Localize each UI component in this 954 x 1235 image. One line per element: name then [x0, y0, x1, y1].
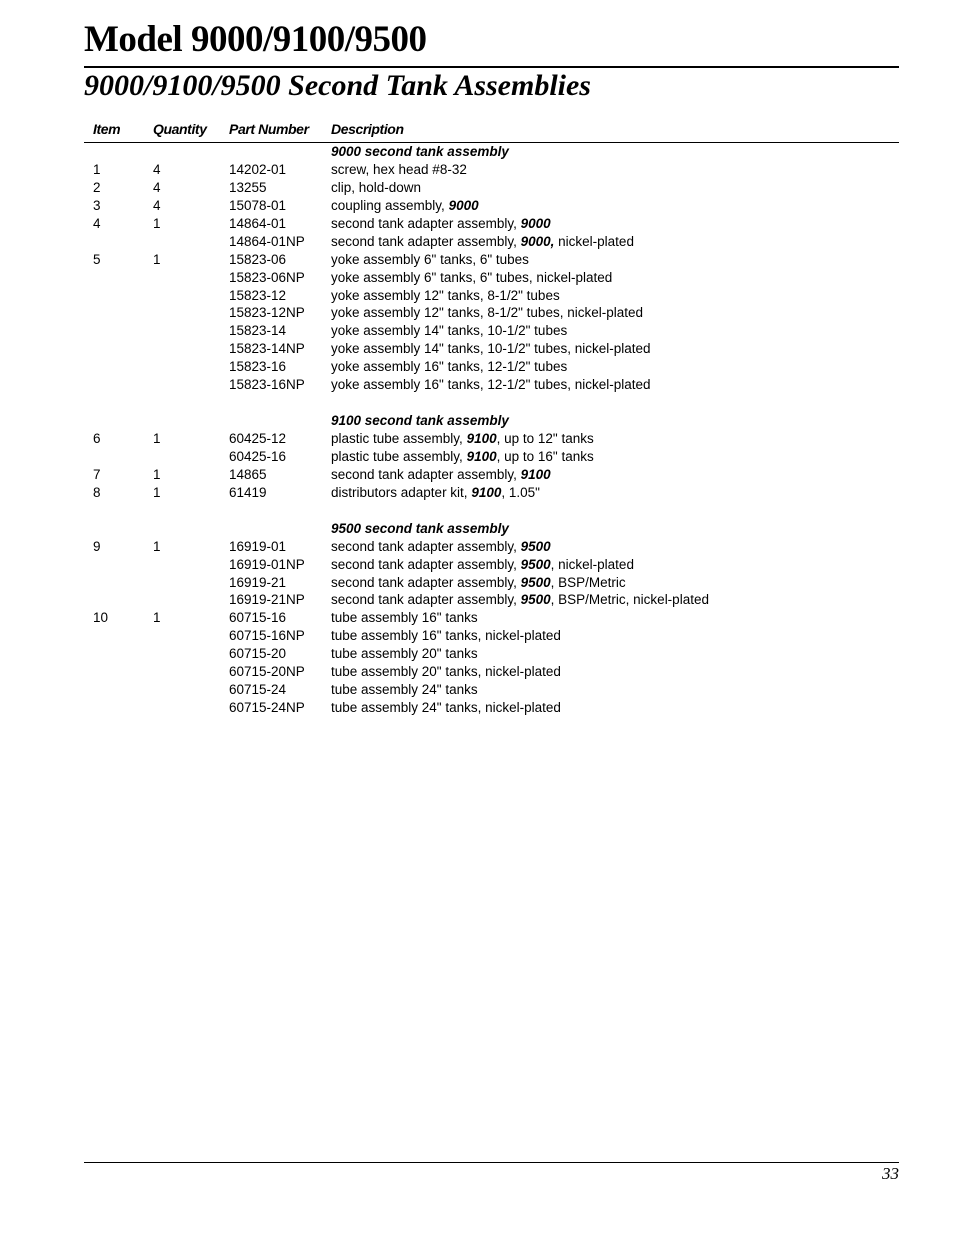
- description-suffix-text: nickel-plated: [554, 233, 634, 249]
- description-text: yoke assembly 6" tanks, 6" tubes: [331, 251, 529, 267]
- part-number-cell: 15078-01: [229, 197, 287, 213]
- model-number-text: 9500: [520, 556, 551, 572]
- description-cell: [331, 574, 626, 592]
- table-header: [84, 118, 899, 143]
- description-text: yoke assembly 14" tanks, 10-1/2" tubes, nickel-plated: [331, 341, 651, 357]
- part-number-cell: 13255: [229, 179, 267, 195]
- table-row: [84, 574, 899, 592]
- description-cell: [331, 430, 594, 448]
- footer-rule: [84, 1162, 899, 1163]
- part-number-cell: 61419: [229, 484, 267, 500]
- description-cell: [331, 645, 478, 663]
- table-row: [84, 699, 899, 717]
- page-number: 33: [882, 1164, 899, 1183]
- part-number-cell: 14864-01NP: [229, 233, 305, 249]
- section-heading: 9500 second tank assembly: [331, 520, 509, 536]
- description-text: second tank adapter assembly,: [331, 215, 521, 231]
- model-number-text: 9000: [448, 197, 479, 213]
- item-cell: 3: [93, 197, 101, 213]
- description-cell: [331, 556, 634, 574]
- description-text: yoke assembly 16" tanks, 12-1/2" tubes, nickel-plated: [331, 377, 651, 393]
- description-text: coupling assembly,: [331, 197, 449, 213]
- part-number-cell: 60715-16: [229, 610, 287, 626]
- description-text: second tank adapter assembly,: [331, 592, 521, 608]
- page-title: Model 9000/9100/9500: [84, 19, 427, 60]
- part-number-cell: 60425-12: [229, 431, 287, 446]
- description-text: yoke assembly 12" tanks, 8-1/2" tubes, nickel-plated: [331, 305, 643, 321]
- part-number-cell: 15823-12NP: [229, 305, 305, 321]
- description-suffix-text: , BSP/Metric: [550, 574, 626, 590]
- table-row: [84, 179, 899, 197]
- part-number-cell: 15823-16: [229, 359, 287, 375]
- description-text: tube assembly 16" tanks, nickel-plated: [331, 628, 561, 644]
- description-text: tube assembly 16" tanks: [331, 610, 478, 626]
- description-text: plastic tube assembly,: [331, 448, 467, 464]
- table-row: [84, 556, 899, 574]
- description-suffix-text: , 1.05": [501, 484, 540, 500]
- spacer-row: [84, 502, 899, 520]
- description-cell: [331, 251, 529, 269]
- column-header-description: Description: [331, 121, 404, 137]
- table-row: [84, 591, 899, 609]
- description-cell: [331, 591, 709, 609]
- model-number-text: 9500: [520, 574, 551, 590]
- description-text: yoke assembly 6" tanks, 6" tubes, nickel-plated: [331, 269, 613, 285]
- part-number-cell: 15823-06NP: [229, 269, 305, 285]
- table-row: [84, 484, 899, 502]
- description-suffix-text: , up to 16" tanks: [496, 448, 594, 464]
- description-suffix-text: , up to 12" tanks: [496, 431, 594, 446]
- quantity-cell: 4: [153, 197, 161, 213]
- column-header-quantity: Quantity: [153, 121, 207, 137]
- table-row: [84, 430, 899, 448]
- item-cell: 4: [93, 215, 101, 231]
- quantity-cell: 1: [153, 538, 161, 554]
- quantity-cell: 1: [153, 484, 161, 500]
- part-number-cell: 16919-21NP: [229, 592, 305, 608]
- item-cell: 1: [93, 161, 101, 177]
- table-row: [84, 609, 899, 627]
- description-cell: [331, 448, 594, 466]
- description-text: second tank adapter assembly,: [331, 556, 521, 572]
- part-number-cell: 15823-06: [229, 251, 287, 267]
- description-cell: [331, 609, 478, 627]
- description-text: screw, hex head #8-32: [331, 161, 467, 177]
- item-cell: 7: [93, 466, 101, 482]
- quantity-cell: 4: [153, 179, 161, 195]
- item-cell: 6: [93, 431, 101, 446]
- description-text: second tank adapter assembly,: [331, 233, 521, 249]
- description-cell: [331, 215, 551, 233]
- table-row: [84, 681, 899, 699]
- description-text: second tank adapter assembly,: [331, 538, 521, 554]
- description-cell: [331, 466, 551, 484]
- description-text: tube assembly 24" tanks, nickel-plated: [331, 700, 561, 716]
- model-number-text: 9000,: [520, 233, 555, 249]
- item-cell: 10: [93, 610, 109, 626]
- table-row: [84, 287, 899, 305]
- table-row: [84, 645, 899, 663]
- table-row: [84, 304, 899, 322]
- table-row: [84, 197, 899, 215]
- table-row: [84, 358, 899, 376]
- description-text: distributors adapter kit,: [331, 484, 472, 500]
- description-cell: [331, 663, 561, 681]
- item-cell: 9: [93, 538, 101, 554]
- description-suffix-text: , BSP/Metric, nickel-plated: [550, 592, 709, 608]
- description-cell: [331, 484, 540, 502]
- table-row: [84, 663, 899, 681]
- table-row: [84, 538, 899, 556]
- part-number-cell: 60425-16: [229, 448, 287, 464]
- description-cell: [331, 538, 551, 556]
- part-number-cell: 15823-14: [229, 323, 287, 339]
- table-row: [84, 627, 899, 645]
- part-number-cell: 60715-16NP: [229, 628, 305, 644]
- description-text: yoke assembly 16" tanks, 12-1/2" tubes: [331, 359, 568, 375]
- quantity-cell: 4: [153, 161, 161, 177]
- part-number-cell: 60715-24NP: [229, 700, 305, 716]
- table-row: [84, 251, 899, 269]
- table-row: [84, 161, 899, 179]
- table-row: [84, 215, 899, 233]
- section-heading: 9000 second tank assembly: [331, 144, 509, 159]
- item-cell: 8: [93, 484, 101, 500]
- description-text: second tank adapter assembly,: [331, 466, 521, 482]
- section-heading-row: [84, 143, 899, 161]
- parts-table-body: [84, 143, 899, 717]
- section-heading-row: [84, 412, 899, 430]
- part-number-cell: 15823-14NP: [229, 341, 305, 357]
- table-row: [84, 340, 899, 358]
- description-text: clip, hold-down: [331, 179, 422, 195]
- part-number-cell: 15823-16NP: [229, 377, 305, 393]
- table-row: [84, 466, 899, 484]
- model-number-text: 9500: [520, 592, 551, 608]
- model-number-text: 9100: [471, 484, 502, 500]
- item-cell: 2: [93, 179, 101, 195]
- part-number-cell: 16919-01NP: [229, 556, 305, 572]
- section-title: 9000/9100/9500 Second Tank Assemblies: [84, 69, 591, 102]
- model-number-text: 9100: [466, 431, 497, 446]
- description-cell: [331, 340, 651, 358]
- model-number-text: 9000: [520, 215, 551, 231]
- quantity-cell: 1: [153, 251, 161, 267]
- part-number-cell: 60715-24: [229, 682, 287, 698]
- part-number-cell: 15823-12: [229, 287, 287, 303]
- part-number-cell: 14864-01: [229, 215, 287, 231]
- part-number-cell: 14202-01: [229, 161, 287, 177]
- quantity-cell: 1: [153, 610, 161, 626]
- spacer-row: [84, 394, 899, 412]
- model-number-text: 9100: [520, 466, 551, 482]
- part-number-cell: 60715-20NP: [229, 664, 305, 680]
- description-text: yoke assembly 14" tanks, 10-1/2" tubes: [331, 323, 568, 339]
- table-row: [84, 448, 899, 466]
- column-header-part-number: Part Number: [229, 121, 309, 137]
- description-text: tube assembly 20" tanks, nickel-plated: [331, 664, 561, 680]
- description-cell: [331, 179, 421, 197]
- description-text: tube assembly 20" tanks: [331, 646, 478, 662]
- description-text: tube assembly 24" tanks: [331, 682, 478, 698]
- model-number-text: 9500: [520, 538, 551, 554]
- section-heading: 9100 second tank assembly: [331, 413, 509, 429]
- description-cell: [331, 197, 479, 215]
- description-text: plastic tube assembly,: [331, 431, 467, 446]
- description-text: yoke assembly 12" tanks, 8-1/2" tubes: [331, 287, 560, 303]
- description-cell: [331, 627, 561, 645]
- description-cell: [331, 161, 467, 179]
- description-suffix-text: , nickel-plated: [550, 556, 634, 572]
- item-cell: 5: [93, 251, 101, 267]
- table-row: [84, 322, 899, 340]
- description-cell: [331, 322, 567, 340]
- description-cell: [331, 233, 634, 251]
- table-row: [84, 233, 899, 251]
- description-cell: [331, 681, 478, 699]
- description-cell: [331, 376, 651, 394]
- description-text: second tank adapter assembly,: [331, 574, 521, 590]
- quantity-cell: 1: [153, 215, 161, 231]
- part-number-cell: 60715-20: [229, 646, 287, 662]
- description-cell: [331, 304, 643, 322]
- part-number-cell: 16919-01: [229, 538, 287, 554]
- description-cell: [331, 269, 612, 287]
- column-header-item: Item: [93, 121, 121, 137]
- part-number-cell: 14865: [229, 466, 267, 482]
- table-row: [84, 269, 899, 287]
- part-number-cell: 16919-21: [229, 574, 287, 590]
- description-cell: [331, 358, 567, 376]
- quantity-cell: 1: [153, 466, 161, 482]
- description-cell: [331, 699, 561, 717]
- description-cell: [331, 287, 560, 305]
- table-row: [84, 376, 899, 394]
- model-number-text: 9100: [466, 448, 497, 464]
- section-heading-row: [84, 520, 899, 538]
- quantity-cell: 1: [153, 431, 161, 446]
